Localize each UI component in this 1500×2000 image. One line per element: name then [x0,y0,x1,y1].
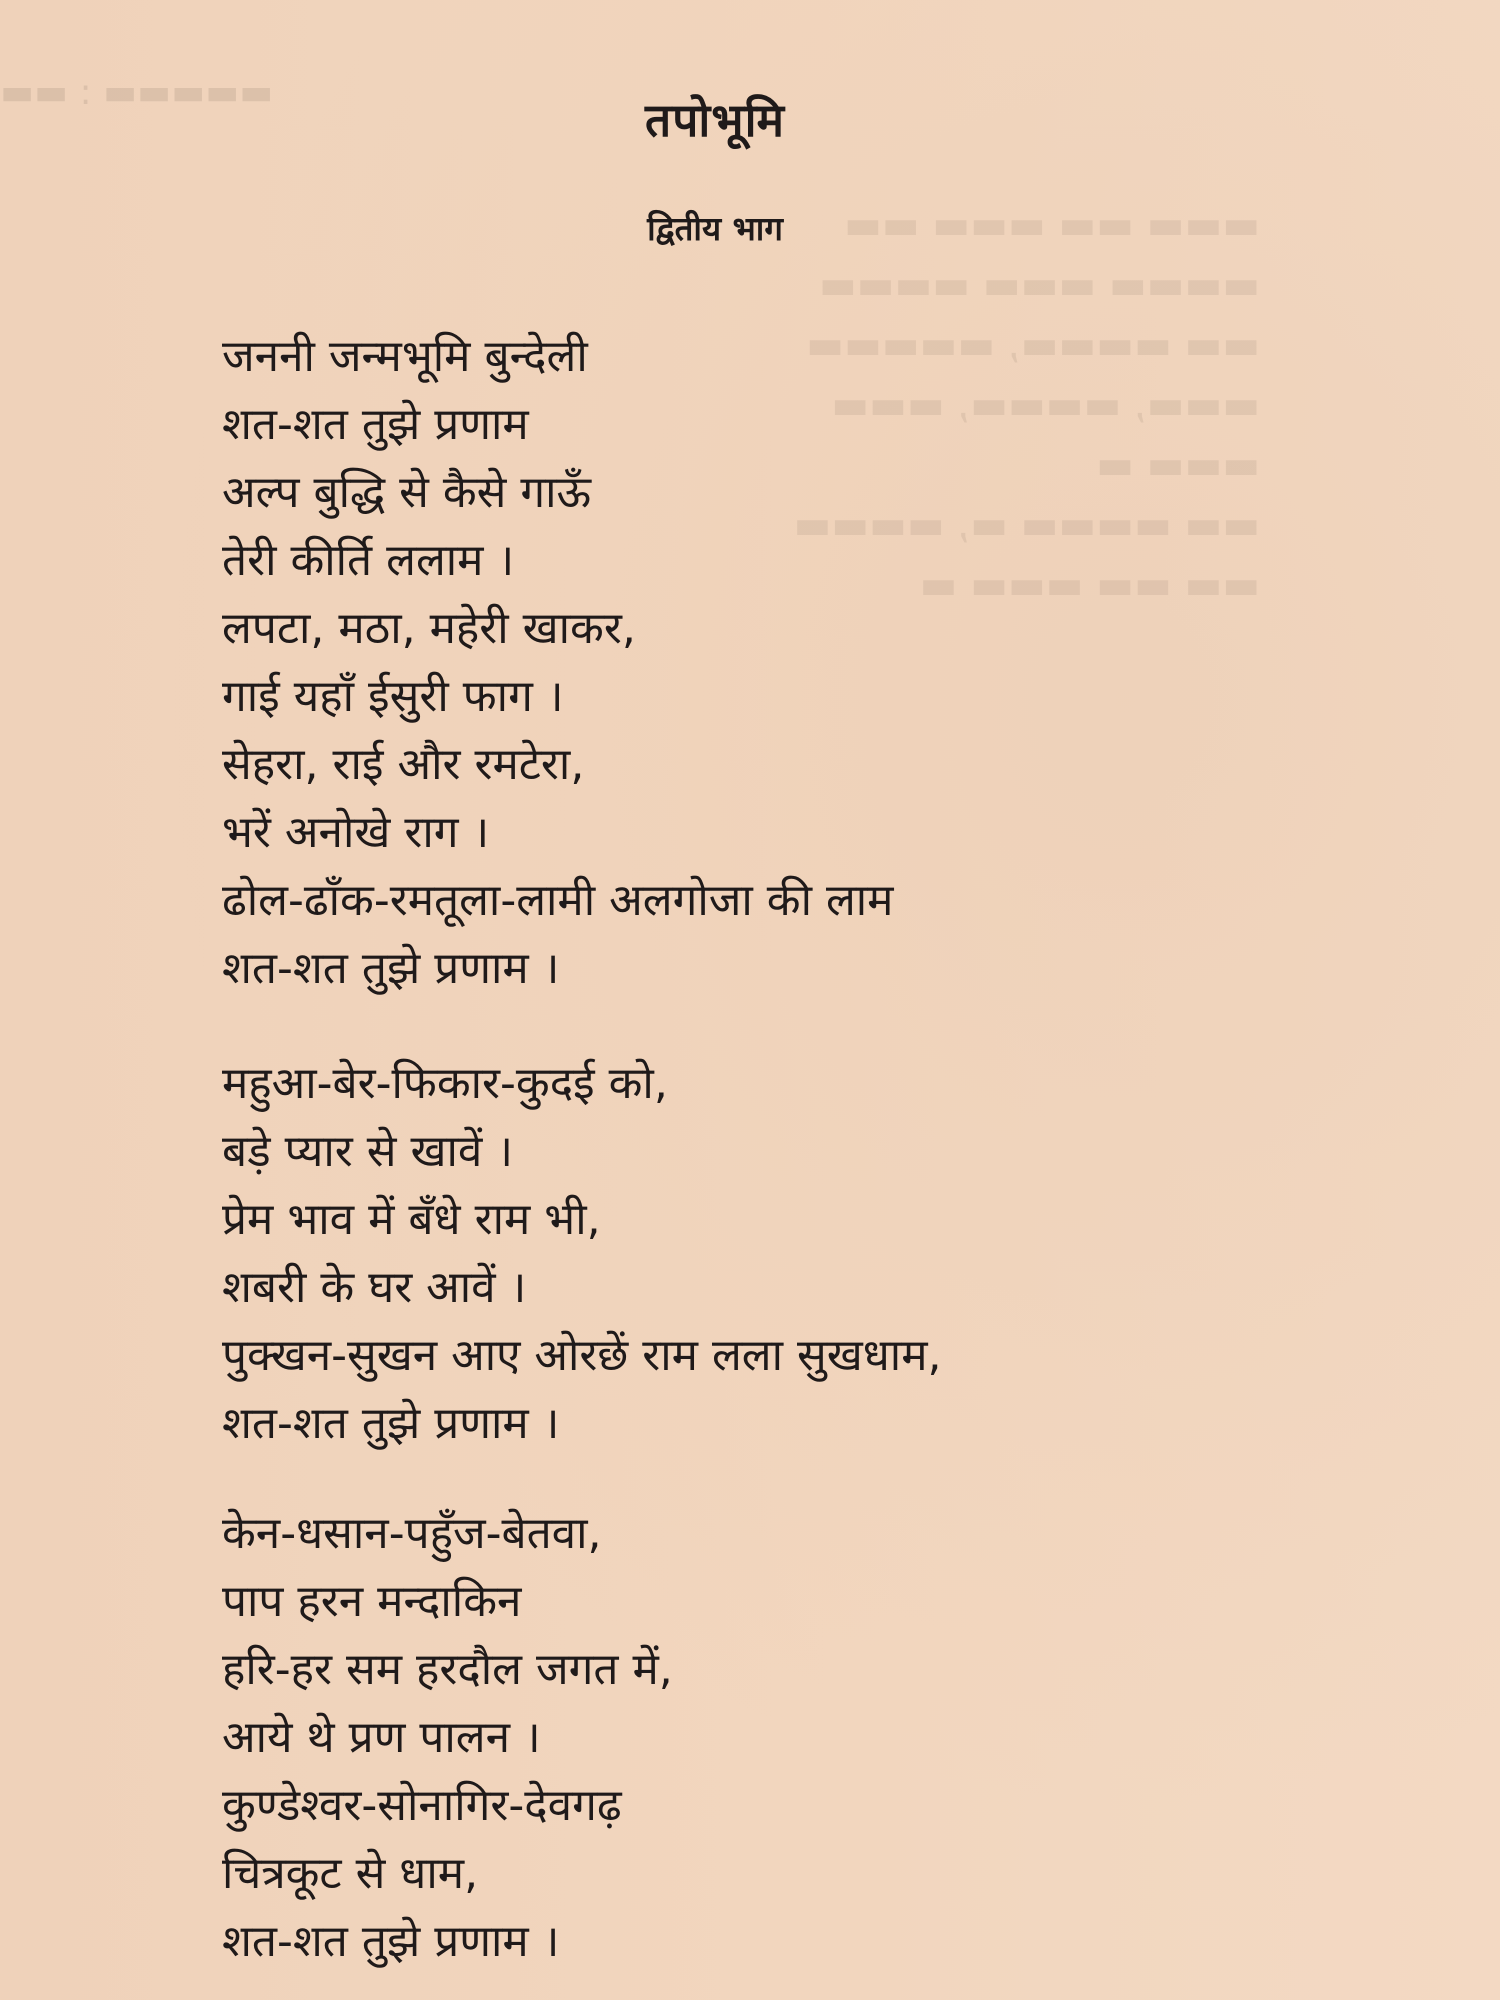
poem-line: केन-धसान-पहुँज-बेतवा, [222,1508,602,1559]
poem-subtitle: द्वितीय भाग [647,209,783,248]
poem-line: गाई यहाँ ईसुरी फाग । [222,671,564,722]
poem-line: प्रेम भाव में बँधे राम भी, [222,1194,601,1245]
show-through-shadow: ▬▬▬ ▬▬ ▬▬▬ ▬▬ ▬▬▬▬ ▬▬▬ ▬▬▬▬ ▬▬ ▬▬▬▬, ▬▬▬▬▬ ▬▬▬, ▬▬▬▬, ▬▬▬ ▬▬▬ ▬ ▬▬ ▬▬▬▬ ▬, ▬▬▬▬ ▬▬ ▬▬ ▬▬▬ ▬ [793,202,1260,608]
show-through-header: ▬▬ : ▬▬▬▬▬ [0,72,274,113]
poem-line: अल्प बुद्धि से कैसे गाऊँ [222,467,592,518]
stanza-1 [222,323,1372,1003]
poem-line: शत-शत तुझे प्रणाम [222,399,529,450]
poem-line: चित्रकूट से धाम, [222,1848,479,1899]
poem-line: आये थे प्रण पालन । [222,1712,541,1763]
poem-line: महुआ-बेर-फिकार-कुदई को, [222,1058,668,1109]
poem-line: पुक्खन-सुखन आए ओरछें राम लला सुखधाम, [222,1330,942,1381]
stanza-2 [222,1050,1372,1458]
poem-line: तेरी कीर्ति ललाम । [222,535,515,586]
poem-line: ढोल-ढाँक-रमतूला-लामी अलगोजा की लाम [222,875,894,926]
poem-line: बड़े प्यार से खावें । [222,1126,514,1177]
poem-line: शबरी के घर आवें । [222,1262,527,1313]
poem-line: कुण्डेश्वर-सोनागिर-देवगढ़ [222,1780,622,1831]
poem-line: शत-शत तुझे प्रणाम । [222,943,560,994]
poem-line: लपटा, मठा, महेरी खाकर, [222,603,636,654]
poem-line: सेहरा, राई और रमटेरा, [222,739,585,790]
poem-title: तपोभूमि [644,93,786,147]
poem-line: भरें अनोखे राग । [222,807,490,858]
poem-line: शत-शत तुझे प्रणाम । [222,1398,560,1449]
poem-line: पाप हरन मन्दाकिन [222,1576,522,1627]
poem-line: शत-शत तुझे प्रणाम । [222,1916,560,1967]
poem-line: हरि-हर सम हरदौल जगत में, [222,1644,673,1695]
stanza-3 [222,1500,1372,1976]
poem-line: जननी जन्मभूमि बुन्देली [222,331,588,382]
